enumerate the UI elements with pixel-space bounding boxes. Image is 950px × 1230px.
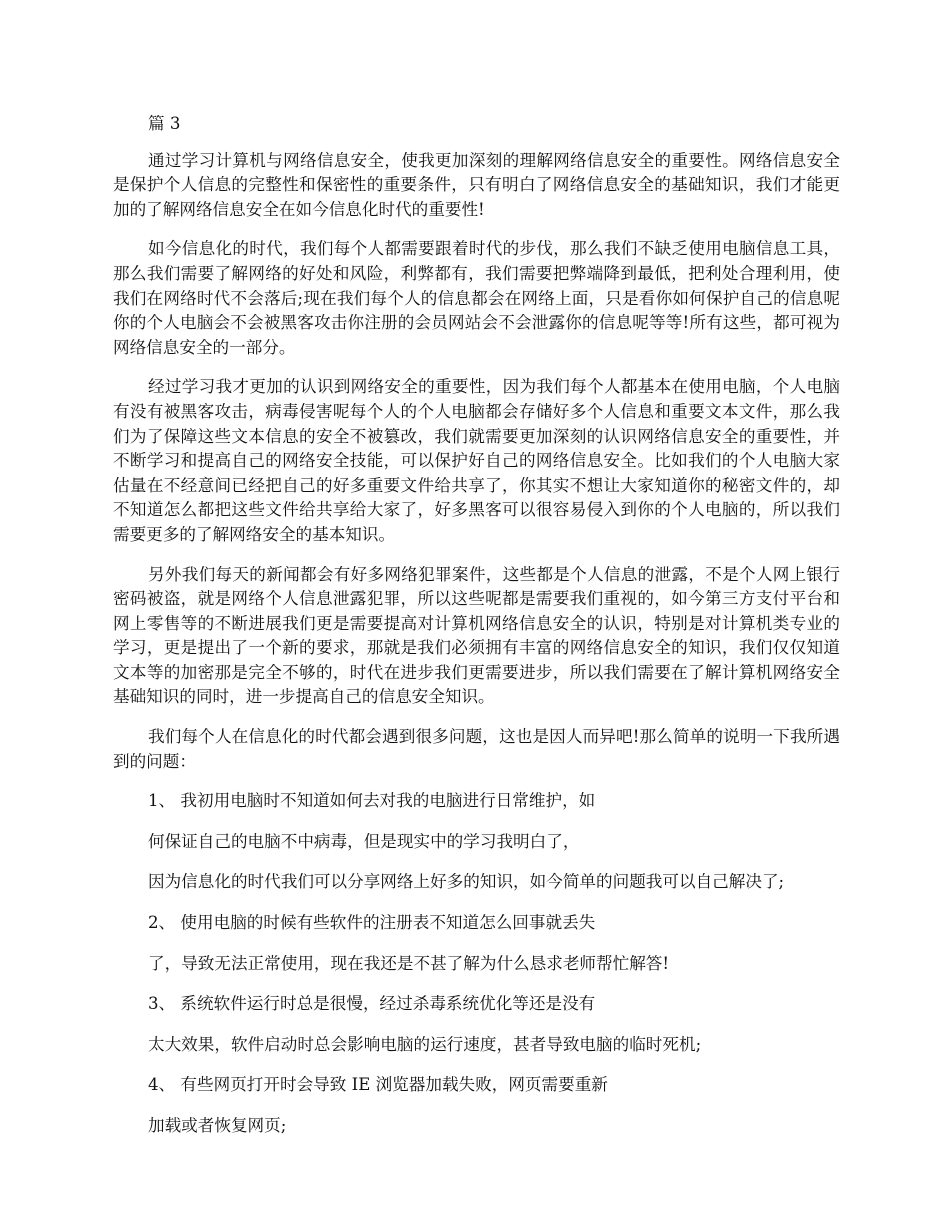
paragraph-3: 经过学习我才更加的认识到网络安全的重要性，因为我们每个人都基本在使用电脑，个人电脑有没有被黑客攻击，病毒侵害呢每个人的个人电脑都会存储好多个人信息和重要文本文件，那么我们为了保障这些文本信息的安全不被篡改，我们就需要更加深刻的认识网络信息安全的重要性，并不断学习和提高自己的网络安全技能，可以保护好自己的网络信息安全。比如我们的个人电脑大家估量在不经意间已经把自己的好多重要文件给共享了，你其实不想让大家知道你的秘密文件的，却不知道怎么都把这些文件给共享给大家了，好多黑客可以很容易侵入到你的个人电脑的，所以我们需要更多的了解网络安全的基本知识。 [113,377,840,544]
list-item-2-continuation-1: 了，导致无法正常使用，现在我还是不甚了解为什么恳求老师帮忙解答! [148,953,670,973]
list-item-3: 3、 系统软件运行时总是很慢，经过杀毒系统优化等还是没有 [148,994,596,1014]
paragraph-1: 通过学习计算机与网络信息安全，使我更加深刻的理解网络信息安全的重要性。网络信息安全是保护个人信息的完整性和保密性的重要条件，只有明白了网络信息安全的基础知识，我们才能更加的了解网络信息安全在如今信息化时代的重要性! [113,150,840,219]
list-item-3-continuation-1: 太大效果，软件启动时总会影响电脑的运行速度，甚者导致电脑的临时死机; [148,1034,702,1054]
paragraph-2: 如今信息化的时代，我们每个人都需要跟着时代的步伐，那么我们不缺乏使用电脑信息工具，那么我们需要了解网络的好处和风险，利弊都有，我们需要把弊端降到最低，把利处合理利用，使我们在网络时代不会落后;现在我们每个人的信息都会在网络上面，只是看你如何保护自己的信息呢你的个人电脑会不会被黑客攻击你注册的会员网站会不会泄露你的信息呢等等!所有这些，都可视为网络信息安全的一部分。 [113,239,840,357]
list-item-4: 4、 有些网页打开时会导致 IE 浏览器加载失败，网页需要重新 [148,1075,608,1095]
list-item-1-continuation-1: 何保证自己的电脑不中病毒，但是现实中的学习我明白了， [148,831,580,851]
section-heading: 篇 3 [148,114,181,133]
paragraph-5: 我们每个人在信息化的时代都会遇到很多问题，这也是因人而异吧!那么简单的说明一下我所遇到的问题： [113,727,840,771]
list-item-1: 1、 我初用电脑时不知道如何去对我的电脑进行日常维护，如 [148,791,596,811]
list-item-2: 2、 使用电脑的时候有些软件的注册表不知道怎么回事就丢失 [148,913,596,933]
list-item-1-continuation-2: 因为信息化的时代我们可以分享网络上好多的知识，如今简单的问题我可以自己解决了; [148,872,785,892]
document-body [113,112,840,1155]
paragraph-4: 另外我们每天的新闻都会有好多网络犯罪案件，这些都是个人信息的泄露，不是个人网上银行密码被盗，就是网络个人信息泄露犯罪，所以这些呢都是需要我们重视的，如今第三方支付平台和网上零售等的不断进展我们更是需要提高对计算机网络信息安全的认识，特别是对计算机类专业的学习，更是提出了一个新的要求，那就是我们必须拥有丰富的网络信息安全的知识，我们仅仅知道文本等的加密那是完全不够的，时代在进步我们更需要进步，所以我们需要在了解计算机网络安全基础知识的同时，进一步提高自己的信息安全知识。 [113,564,840,707]
list-item-4-continuation-1: 加载或者恢复网页; [148,1116,287,1135]
